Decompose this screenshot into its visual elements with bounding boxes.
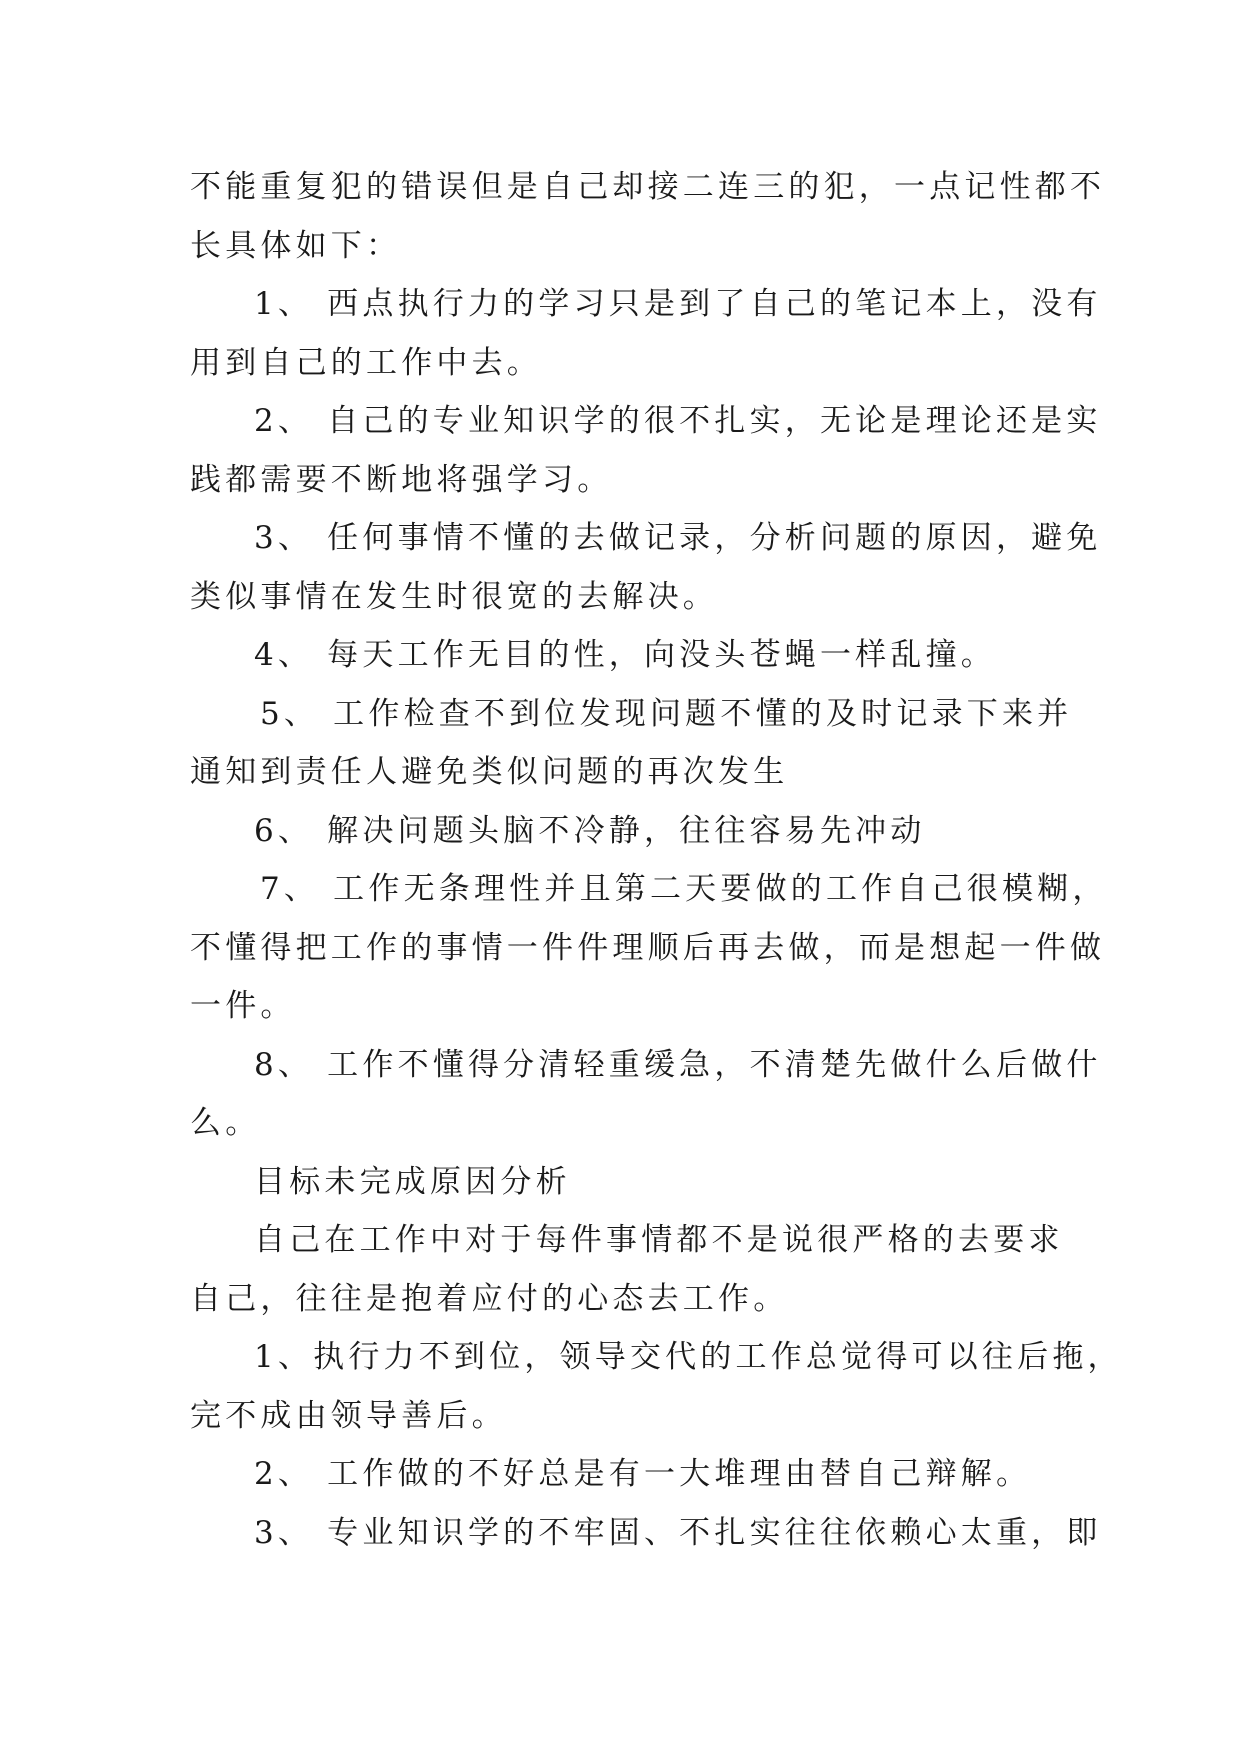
- text-line: 通知到责任人避免类似问题的再次发生: [190, 754, 789, 790]
- text-line: 不能重复犯的错误但是自己却接二连三的犯，一点记性都不: [190, 169, 1106, 205]
- list-item: 2、 工作做的不好总是有一大堆理由替自己辩解。: [254, 1456, 1032, 1492]
- text-line: 么。: [190, 1105, 261, 1141]
- list-item: 1、 西点执行力的学习只是到了自己的笔记本上，没有: [254, 286, 1102, 322]
- text-line: 不懂得把工作的事情一件件理顺后再去做，而是想起一件做: [190, 929, 1106, 966]
- text-line: 完不成由领导善后。: [190, 1397, 507, 1434]
- list-item: 2、 自己的专业知识学的很不扎实，无论是理论还是实: [254, 403, 1102, 439]
- list-item: 8、 工作不懂得分清轻重缓急，不清楚先做什么后做什: [254, 1046, 1102, 1083]
- section-heading: 目标未完成原因分析: [254, 1163, 571, 1200]
- list-item: 6、 解决问题头脑不冷静，往往容易先冲动: [254, 812, 926, 849]
- list-item: 3、 任何事情不懂的去做记录，分析问题的原因，避免: [254, 520, 1102, 556]
- list-item: 7、 工作无条理性并且第二天要做的工作自己很模糊，: [260, 871, 1108, 907]
- paragraph-start: 自己在工作中对于每件事情都不是说很严格的去要求: [254, 1222, 1064, 1258]
- list-item: 4、 每天工作无目的性，向没头苍蝇一样乱撞。: [254, 637, 996, 673]
- text-line: 长具体如下：: [190, 227, 402, 264]
- text-line: 自己，往往是抱着应付的心态去工作。: [190, 1280, 789, 1317]
- document-body: [190, 158, 1123, 1562]
- list-item: 3、 专业知识学的不牢固、不扎实往往依赖心太重，即: [254, 1514, 1102, 1551]
- list-item: 5、 工作检查不到位发现问题不懂的及时记录下来并: [260, 695, 1073, 732]
- list-item: 1、执行力不到位，领导交代的工作总觉得可以往后拖，: [254, 1339, 1123, 1375]
- text-line: 践都需要不断地将强学习。: [190, 461, 613, 498]
- text-line: 一件。: [190, 988, 296, 1024]
- text-line: 类似事情在发生时很宽的去解决。: [190, 578, 718, 615]
- text-line: 用到自己的工作中去。: [190, 344, 542, 381]
